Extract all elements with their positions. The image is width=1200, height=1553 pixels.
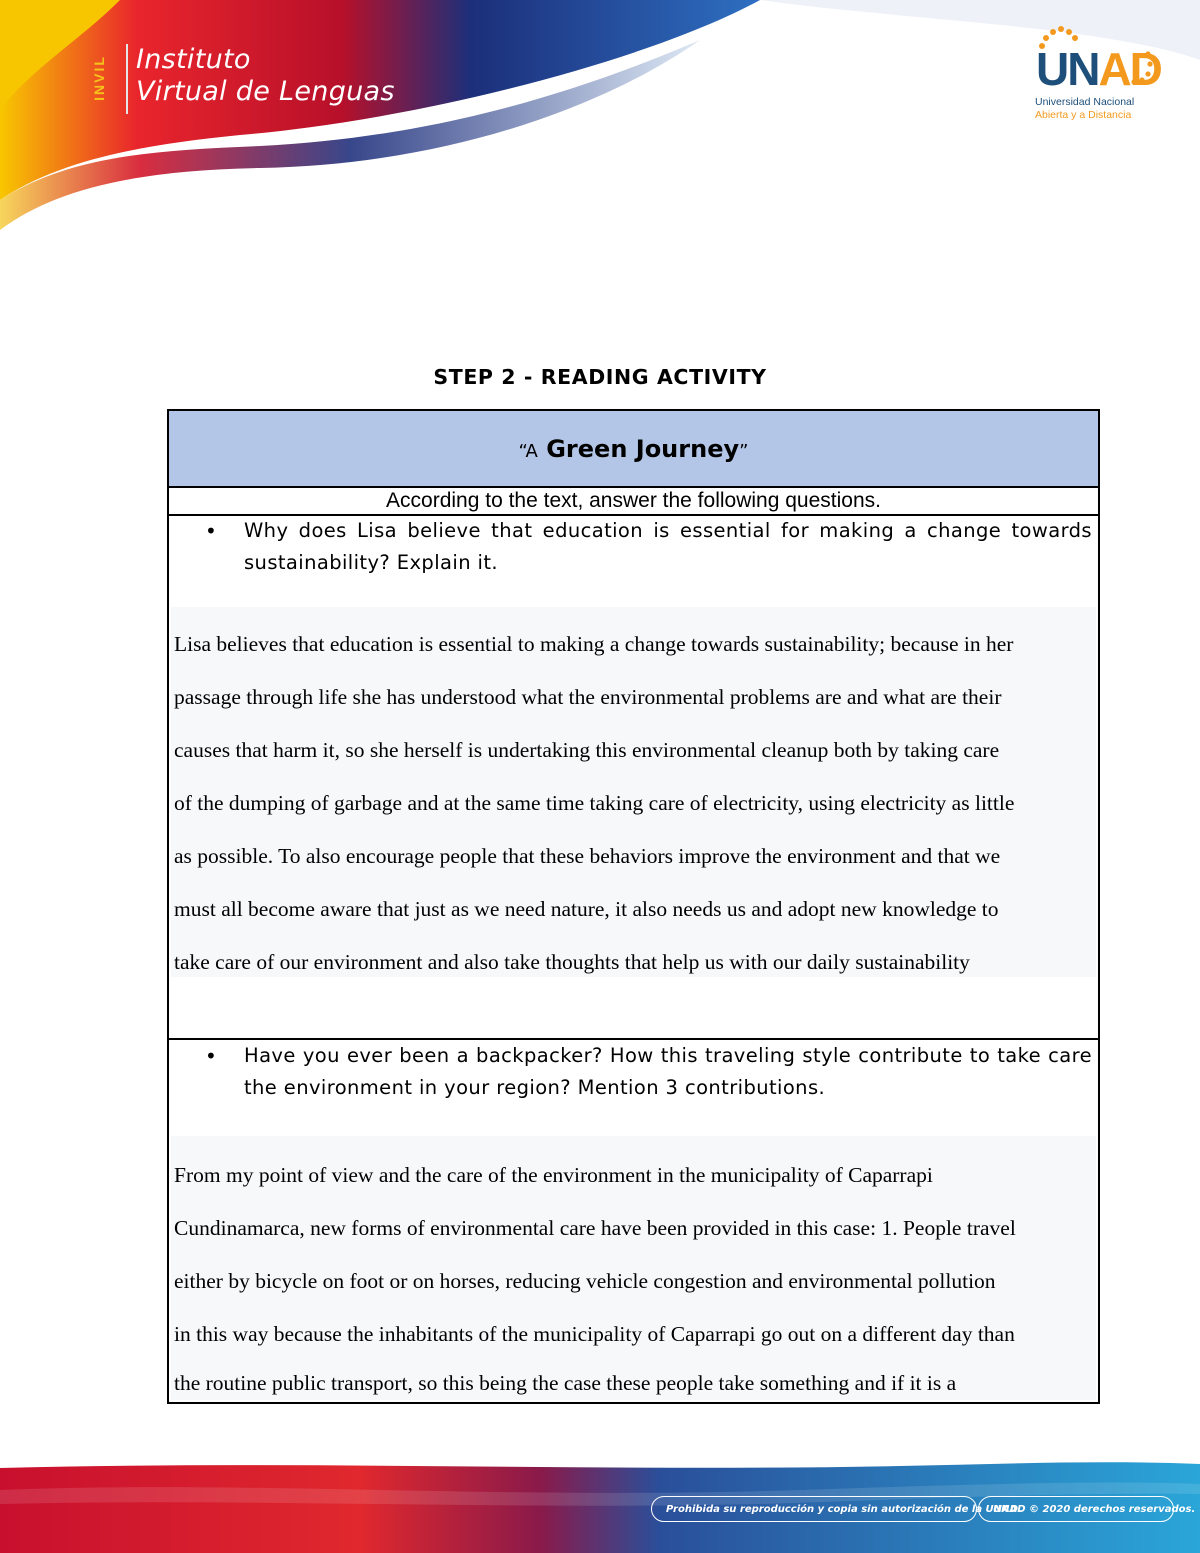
answer-line: take care of our environment and also take thoughts that help us with our daily sustainability — [174, 950, 970, 974]
instruction-row: According to the text, answer the following questions. — [169, 488, 1098, 516]
answer-line: From my point of view and the care of the environment in the municipality of Caparrapi — [174, 1163, 933, 1187]
unad-subtitle-line2: Abierta y a Distancia — [1035, 109, 1132, 121]
institute-name-line1: Instituto — [136, 44, 251, 75]
logo-divider — [126, 44, 128, 114]
answer-line: Lisa believes that education is essential to making a change towards sustainability; because in her — [174, 632, 1014, 656]
table-title-cell — [169, 411, 1098, 488]
header-banner — [0, 0, 1200, 230]
unad-subtitle-line1: Universidad Nacional — [1035, 96, 1135, 108]
footer-notice: Prohibida su reproducción y copia sin autorización de la UNAD. — [651, 1496, 977, 1522]
open-quote: “A — [518, 441, 538, 462]
question-2-text: Have you ever been a backpacker? How this traveling style contribute to take care the environment in your region? Mention 3 contributions. — [244, 1044, 1092, 1099]
reading-title-text: Green Journey — [546, 435, 740, 463]
footer-copyright: UNAD © 2020 derechos reservados. — [978, 1496, 1174, 1522]
answer-1 — [171, 607, 1096, 977]
unad-letters-un: UN — [1036, 43, 1099, 95]
question-block-2 — [169, 1040, 1098, 1400]
activity-table — [167, 409, 1100, 1404]
reading-title — [169, 435, 1098, 463]
answer-line: as possible. To also encourage people that these behaviors improve the environment and that we — [174, 844, 1001, 868]
answer-line: must all become aware that just as we need nature, it also needs us and adopt new knowledge to — [174, 897, 999, 921]
question-block-1 — [169, 515, 1098, 1041]
unad-letters-ad: AD — [1098, 43, 1161, 95]
answer-2 — [171, 1136, 1096, 1400]
invl-text: INVIL — [90, 55, 107, 101]
invl-vertical-logo — [90, 48, 124, 112]
answer-line: either by bicycle on foot or on horses, reducing vehicle congestion and environmental pollution — [174, 1269, 996, 1293]
answer-line: Cundinamarca, new forms of environmental care have been provided in this case: 1. People travel — [174, 1216, 1016, 1240]
institute-name-line2: Virtual de Lenguas — [136, 76, 395, 107]
unad-logo-text — [1036, 42, 1161, 96]
bullet-icon: • — [205, 519, 217, 543]
page-title: STEP 2 - READING ACTIVITY — [433, 365, 767, 389]
answer-line: the routine public transport, so this being the case these people take something and if it is a — [174, 1371, 957, 1395]
close-quote: ” — [739, 441, 749, 462]
question-1-text: Why does Lisa believe that education is essential for making a change towards sustainability? Explain it. — [244, 519, 1092, 574]
bullet-icon: • — [205, 1044, 217, 1068]
answer-line: passage through life she has understood what the environmental problems are and what are their — [174, 685, 1002, 709]
answer-line: causes that harm it, so she herself is undertaking this environmental cleanup both by taking care — [174, 738, 1000, 762]
answer-line: of the dumping of garbage and at the same time taking care of electricity, using electricity as little — [174, 791, 1015, 815]
answer-line: in this way because the inhabitants of the municipality of Caparrapi go out on a different day than — [174, 1322, 1015, 1346]
